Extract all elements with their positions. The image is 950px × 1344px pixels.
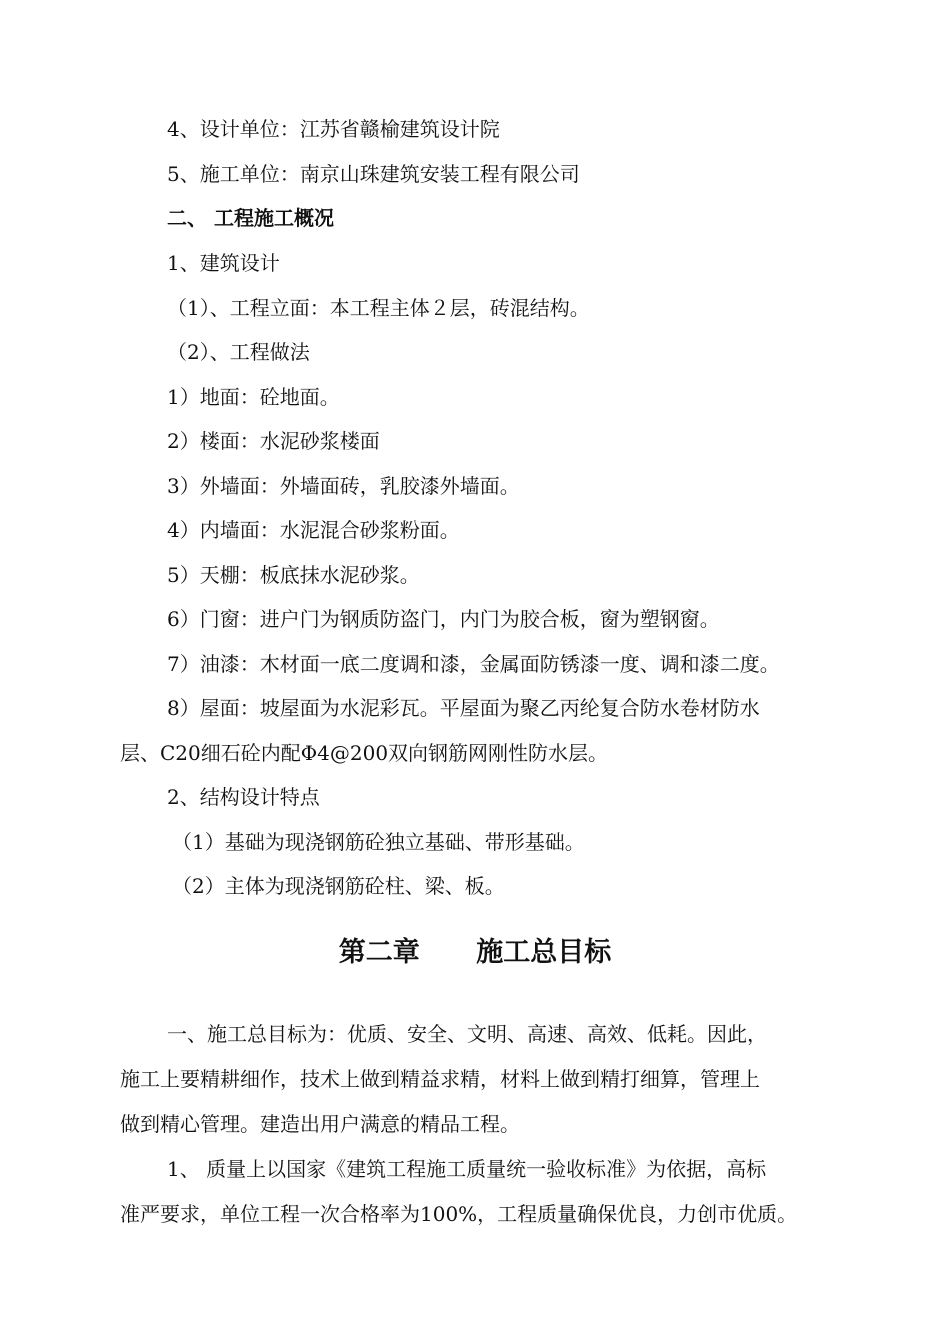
practice-heading: （2）、工程做法 <box>167 340 310 364</box>
list-item-exterior-wall: 3）外墙面：外墙面砖，乳胶漆外墙面。 <box>167 474 520 498</box>
list-item-floor: 1）地面：砼地面。 <box>167 385 340 409</box>
list-item-paint: 7）油漆：木材面一底二度调和漆，金属面防锈漆一度、调和漆二度。 <box>167 652 780 676</box>
list-item-upper-floor: 2）楼面：水泥砂浆楼面 <box>167 429 380 453</box>
list-item-roof-line1: 8）屋面：坡屋面为水泥彩瓦。平屋面为聚乙丙纶复合防水卷材防水 <box>167 696 760 720</box>
subsection-architecture-title: 1、建筑设计 <box>167 251 280 275</box>
design-unit-line: 4、设计单位：江苏省赣榆建筑设计院 <box>167 117 500 141</box>
elevation-paragraph: （1）、工程立面：本工程主体２层，砖混结构。 <box>167 296 590 320</box>
subsection-structure-title: 2、结构设计特点 <box>167 785 320 809</box>
list-item-ceiling: 5）天棚：板底抹水泥砂浆。 <box>167 563 420 587</box>
goal-paragraph-line2: 施工上要精耕细作，技术上做到精益求精，材料上做到精打细算，管理上 <box>120 1067 760 1091</box>
list-item-interior-wall: 4）内墙面：水泥混合砂浆粉面。 <box>167 518 460 542</box>
structure-main-paragraph: （2）主体为现浇钢筋砼柱、梁、板。 <box>172 874 505 898</box>
list-item-doors-windows: 6）门窗：进户门为钢质防盗门，内门为胶合板，窗为塑钢窗。 <box>167 607 720 631</box>
chapter-title: 第二章 施工总目标 <box>338 937 612 968</box>
section-heading-overview: 二、 工程施工概况 <box>167 206 334 230</box>
construction-unit-line: 5、施工单位：南京山珠建筑安装工程有限公司 <box>167 162 580 186</box>
goal-paragraph-line3: 做到精心管理。建造出用户满意的精品工程。 <box>120 1112 520 1136</box>
goal-paragraph-line1: 一、施工总目标为：优质、安全、文明、高速、高效、低耗。因此， <box>167 1022 767 1046</box>
list-item-roof-line2: 层、C20细石砼内配Φ4@200双向钢筋网刚性防水层。 <box>120 741 609 765</box>
quality-paragraph-line2: 准严要求，单位工程一次合格率为100%，工程质量确保优良，力创市优质。 <box>120 1202 798 1226</box>
quality-paragraph-line1: 1、 质量上以国家《建筑工程施工质量统一验收标准》为依据，高标 <box>167 1157 767 1181</box>
structure-foundation-paragraph: （1）基础为现浇钢筋砼独立基础、带形基础。 <box>172 830 585 854</box>
